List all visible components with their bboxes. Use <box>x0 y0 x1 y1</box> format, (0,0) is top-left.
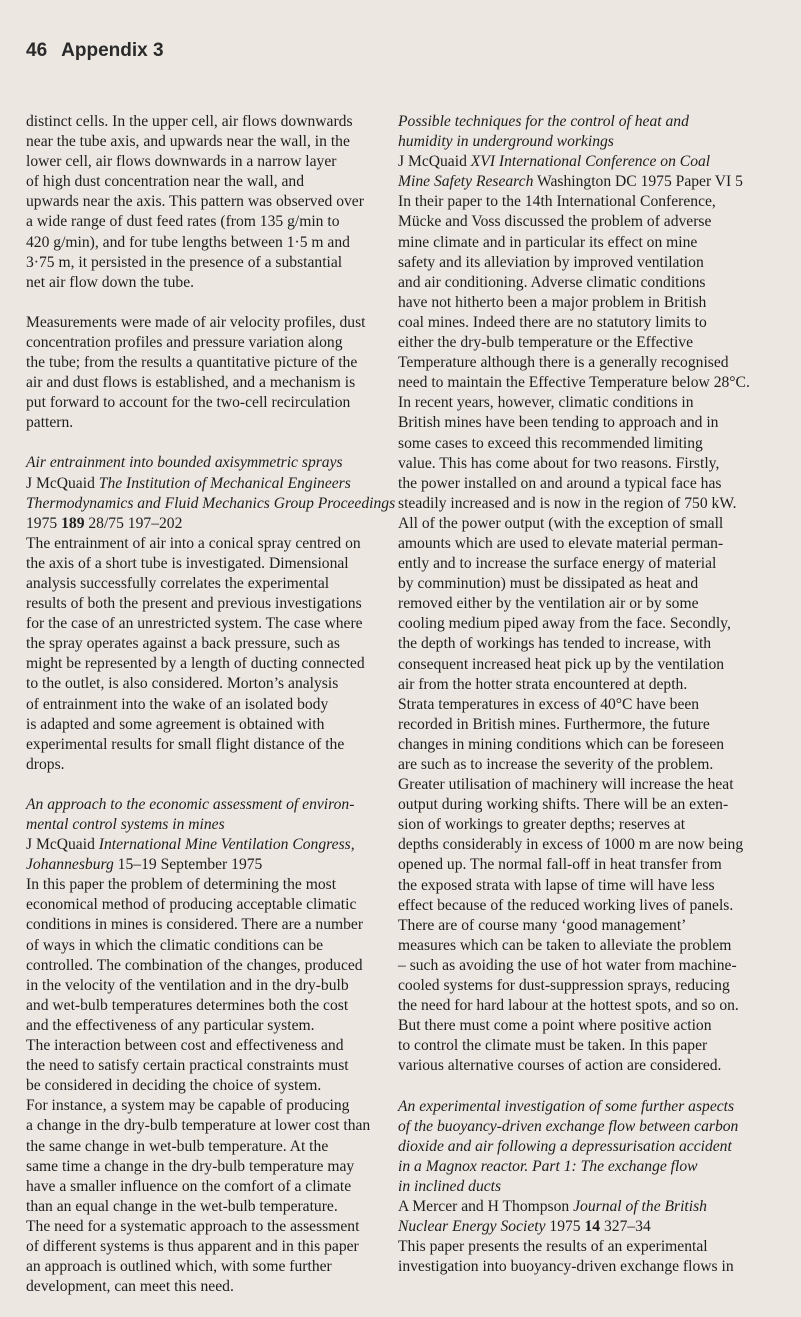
text-run: The entrainment of air into a conical spray centred on <box>26 534 361 552</box>
text-line <box>26 996 388 1016</box>
text-run: The Institution of Mechanical Engineers <box>98 474 351 492</box>
text-line <box>398 1257 776 1277</box>
text-line <box>398 1036 776 1056</box>
text-line <box>398 132 776 152</box>
text-line <box>26 1036 388 1056</box>
text-line <box>398 775 776 795</box>
text-line <box>26 1056 388 1076</box>
text-line <box>398 835 776 855</box>
text-line <box>398 815 776 835</box>
text-run: changes in mining conditions which can be foreseen <box>398 735 725 753</box>
text-run: Johannesburg <box>26 856 114 874</box>
text-line <box>26 373 388 393</box>
text-run: Washington DC 1975 Paper VI 5 <box>533 173 743 191</box>
text-line <box>398 695 776 715</box>
text-line <box>398 1137 776 1157</box>
text-run: 3·75 m, it persisted in the presence of a substantial <box>26 253 343 271</box>
text-run: humidity in underground workings <box>398 133 614 151</box>
text-run: need to maintain the Effective Temperature below 28°C. <box>398 374 750 392</box>
text-run: to control the climate must be taken. In this paper <box>398 1037 708 1055</box>
text-line <box>398 152 776 172</box>
text-run: the exposed strata with lapse of time will have less <box>398 876 715 894</box>
text-run: International Mine Ventilation Congress, <box>98 836 355 854</box>
text-run: British mines have been tending to approach and in <box>398 414 719 432</box>
text-line <box>398 293 776 313</box>
text-run: various alternative courses of action are considered. <box>398 1057 722 1075</box>
text-line <box>398 896 776 916</box>
text-run: 327–34 <box>600 1218 651 1236</box>
text-line <box>26 574 388 594</box>
text-run: pattern. <box>26 414 74 432</box>
text-line <box>26 1116 388 1136</box>
text-line <box>26 554 388 574</box>
text-line <box>398 192 776 212</box>
text-run: cooled systems for dust-suppression sprays, reducing <box>398 977 730 995</box>
text-run: removed either by the ventilation air or by some <box>398 595 699 613</box>
text-run: 1975 <box>545 1218 585 1236</box>
text-line <box>398 273 776 293</box>
text-run: and air conditioning. Adverse climatic conditions <box>398 273 706 291</box>
text-run: – such as avoiding the use of hot water from machine- <box>398 956 737 974</box>
text-run: An approach to the economic assessment of environ- <box>26 795 355 813</box>
text-run: J McQuaid <box>26 836 99 854</box>
text-run: the spray operates against a back pressure, such as <box>26 635 340 653</box>
text-run: There are of course many ‘good management’ <box>398 916 687 934</box>
text-run: steadily increased and is now in the region of 750 kW. <box>398 494 737 512</box>
text-line <box>398 474 776 494</box>
text-run: mental control systems in mines <box>26 816 225 833</box>
text-run: consequent increased heat pick up by the ventilation <box>398 655 725 673</box>
text-run: 14 <box>584 1218 601 1236</box>
text-line <box>26 956 388 976</box>
text-run: For instance, a system may be capable of producing <box>26 1097 350 1115</box>
text-run: of entrainment into the wake of an isolated body <box>26 695 329 713</box>
page-header <box>26 40 164 62</box>
text-run: the need for hard labour at the hottest spots, and so on. <box>398 997 739 1015</box>
left-column <box>26 112 396 1317</box>
text-run: 15–19 September 1975 <box>113 856 263 874</box>
text-line <box>398 353 776 373</box>
text-run: put forward to account for the two-cell recirculation <box>26 394 351 412</box>
right-column <box>398 112 776 1297</box>
text-line <box>398 494 776 514</box>
text-line <box>398 534 776 554</box>
text-run: the tube; from the results a quantitative picture of the <box>26 354 358 372</box>
text-line <box>26 313 388 333</box>
text-run: of ways in which the climatic conditions can be <box>26 936 324 954</box>
text-run: the need to satisfy certain practical constraints must <box>26 1057 349 1075</box>
text-run: net air flow down the tube. <box>26 273 195 291</box>
text-line <box>26 494 396 514</box>
text-line <box>398 413 776 433</box>
text-line <box>398 1157 776 1177</box>
text-run: This paper presents the results of an experimental <box>398 1238 708 1256</box>
text-run: Nuclear Energy Society <box>398 1218 546 1236</box>
text-line <box>26 353 388 373</box>
text-line <box>26 534 388 554</box>
text-line <box>26 1217 388 1237</box>
text-run: dioxide and air following a depressurisation accident <box>398 1137 732 1155</box>
text-run: concentration profiles and pressure variation along <box>26 333 343 351</box>
text-run: a change in the dry-bulb temperature at lower cost than <box>26 1117 371 1135</box>
text-line <box>26 634 388 654</box>
text-line <box>398 434 776 454</box>
text-line <box>398 373 776 393</box>
text-run: be considered in deciding the choice of system. <box>26 1077 322 1095</box>
text-run: A Mercer and H Thompson <box>398 1197 574 1215</box>
text-line <box>398 956 776 976</box>
bibliography-entry <box>26 795 388 1297</box>
text-run: is adapted and some agreement is obtained with <box>26 715 325 733</box>
text-run: economical method of producing acceptable climatic <box>26 896 357 914</box>
text-line <box>398 675 776 695</box>
text-line <box>26 795 388 815</box>
text-line <box>398 936 776 956</box>
text-line <box>398 996 776 1016</box>
text-line <box>398 1217 776 1237</box>
text-run: ently and to increase the surface energy of material <box>398 555 717 573</box>
text-line <box>26 1197 388 1217</box>
text-line <box>398 876 776 896</box>
text-line <box>26 192 388 212</box>
paragraph <box>26 313 388 434</box>
text-line <box>26 915 388 935</box>
text-run: results of both the present and previous investigations <box>26 595 362 613</box>
text-run: controlled. The combination of the changes, produced <box>26 956 363 974</box>
text-run: output during working shifts. There will be an exten- <box>398 796 729 814</box>
text-run: coal mines. Indeed there are no statutory limits to <box>398 313 707 331</box>
text-run: Journal of the British <box>573 1197 707 1215</box>
text-run: some cases to exceed this recommended limiting <box>398 434 703 452</box>
text-line <box>26 333 388 353</box>
text-run: cooling medium piped away from the face. Secondly, <box>398 615 731 633</box>
text-line <box>398 1056 776 1076</box>
text-line <box>26 674 388 694</box>
text-line <box>26 695 388 715</box>
text-line <box>26 233 388 253</box>
text-line <box>26 112 388 132</box>
text-run: Possible techniques for the control of heat and <box>398 113 689 130</box>
text-line <box>26 654 388 674</box>
text-line <box>398 1097 776 1117</box>
text-run: of different systems is thus apparent and in this paper <box>26 1237 359 1255</box>
text-run: have not hitherto been a major problem in British <box>398 293 707 311</box>
text-run: the depth of workings has tended to increase, with <box>398 635 712 653</box>
text-run: 28/75 197–202 <box>84 514 183 532</box>
text-line <box>26 855 388 875</box>
bibliography-entry <box>398 112 776 1077</box>
text-line <box>398 393 776 413</box>
text-run: Mine Safety Research <box>398 173 534 191</box>
text-run: drops. <box>26 755 65 773</box>
text-line <box>398 514 776 534</box>
text-line <box>398 916 776 936</box>
text-line <box>26 413 388 433</box>
text-run: conditions in mines is considered. There are a number <box>26 916 364 934</box>
text-run: 1975 <box>26 514 62 532</box>
text-run: lower cell, air flows downwards in a narrow layer <box>26 153 337 171</box>
text-line <box>26 514 388 534</box>
text-line <box>398 634 776 654</box>
text-run: are such as to increase the severity of the problem. <box>398 756 714 773</box>
section-title: Appendix 3 <box>61 40 164 61</box>
text-run: of high dust concentration near the wall, and <box>26 173 304 191</box>
text-run: in a Magnox reactor. Part 1: The exchange flow <box>398 1157 698 1175</box>
text-line <box>26 875 388 895</box>
text-run: depths considerably in excess of 1000 m are now being <box>398 836 744 854</box>
text-line <box>398 112 776 132</box>
text-line <box>398 554 776 574</box>
text-run: measures which can be taken to alleviate the problem <box>398 936 732 954</box>
text-line <box>26 132 388 152</box>
text-run: analysis successfully correlates the experimental <box>26 574 330 592</box>
text-run: Measurements were made of air velocity profiles, dust <box>26 313 366 331</box>
text-run: In recent years, however, climatic conditions in <box>398 394 694 412</box>
text-line <box>398 333 776 353</box>
paragraph <box>26 112 388 293</box>
text-run: Mücke and Voss discussed the problem of adverse <box>398 213 712 231</box>
text-line <box>398 594 776 614</box>
text-run: the same change in wet-bulb temperature. At the <box>26 1137 329 1155</box>
text-run: an approach is outlined which, with some further <box>26 1258 332 1276</box>
text-line <box>26 1076 388 1096</box>
text-run: mine climate and in particular its effect on mine <box>398 233 698 251</box>
text-line <box>26 1157 388 1177</box>
bibliography-entry <box>398 1097 776 1278</box>
text-line <box>26 815 388 835</box>
text-line <box>26 1237 388 1257</box>
text-line <box>26 755 388 775</box>
page-number: 46 <box>26 40 48 61</box>
text-line <box>398 1237 776 1257</box>
text-run: 189 <box>61 514 85 532</box>
text-run: for the case of an unrestricted system. The case where <box>26 615 363 633</box>
text-run: either the dry-bulb temperature or the Effective <box>398 334 693 352</box>
text-line <box>26 253 388 273</box>
text-line <box>26 895 388 915</box>
text-run: same time a change in the dry-bulb temperature may <box>26 1157 355 1175</box>
text-run: In this paper the problem of determining the most <box>26 876 337 894</box>
text-run: air from the hotter strata encountered at depth. <box>398 675 688 693</box>
text-line <box>26 614 388 634</box>
text-run: J McQuaid <box>398 153 471 171</box>
text-run: 420 g/min), and for tube lengths between 1·5 m and <box>26 233 350 251</box>
text-line <box>398 735 776 755</box>
text-line <box>26 1137 388 1157</box>
text-run: Thermodynamics and Fluid Mechanics Group Proceedings <box>26 494 396 512</box>
text-line <box>398 855 776 875</box>
text-line <box>26 594 388 614</box>
text-run: Greater utilisation of machinery will increase the heat <box>398 776 734 794</box>
text-line <box>26 1096 388 1116</box>
bibliography-entry <box>26 453 396 775</box>
text-line <box>26 835 388 855</box>
text-run: Air entrainment into bounded axisymmetric sprays <box>26 454 343 472</box>
text-run: But there must come a point where positive action <box>398 1017 712 1035</box>
text-run: might be represented by a length of ducting connected <box>26 655 365 673</box>
text-run: All of the power output (with the exception of small <box>398 514 724 532</box>
text-line <box>398 172 776 192</box>
text-line <box>26 976 388 996</box>
text-line <box>26 1277 388 1297</box>
text-run: upwards near the axis. This pattern was observed over <box>26 193 364 211</box>
text-line <box>26 273 388 293</box>
text-run: J McQuaid <box>26 474 99 492</box>
text-run: An experimental investigation of some further aspects <box>398 1097 735 1115</box>
text-line <box>26 1016 388 1036</box>
text-line <box>398 454 776 474</box>
text-run: and the effectiveness of any particular system. <box>26 1016 315 1034</box>
text-line <box>398 574 776 594</box>
text-run: near the tube axis, and upwards near the wall, in the <box>26 133 350 151</box>
text-line <box>398 715 776 735</box>
text-line <box>398 253 776 273</box>
text-line <box>398 755 776 775</box>
text-line <box>26 474 388 494</box>
text-line <box>398 1016 776 1036</box>
text-line <box>398 313 776 333</box>
text-line <box>398 795 776 815</box>
text-run: recorded in British mines. Furthermore, the future <box>398 715 710 733</box>
text-run: the axis of a short tube is investigated. Dimensional <box>26 554 349 572</box>
text-line <box>398 1117 776 1137</box>
text-run: Temperature although there is a generally recognised <box>398 354 729 372</box>
text-run: distinct cells. In the upper cell, air flows downwards <box>26 113 353 130</box>
text-run: effect because of the reduced working lives of panels. <box>398 896 734 914</box>
text-line <box>26 172 388 192</box>
text-line <box>398 976 776 996</box>
text-run: in inclined ducts <box>398 1177 502 1195</box>
text-run: safety and its alleviation by improved ventilation <box>398 253 704 271</box>
text-line <box>26 212 388 232</box>
text-run: than an equal change in the wet-bulb temperature. <box>26 1197 338 1215</box>
text-line <box>398 1197 776 1217</box>
text-run: air and dust flows is established, and a mechanism is <box>26 374 356 392</box>
text-run: The interaction between cost and effectiveness and <box>26 1037 344 1055</box>
text-run: opened up. The normal fall-off in heat transfer from <box>398 856 722 874</box>
text-run: XVI International Conference on Coal <box>470 153 711 171</box>
text-line <box>26 393 388 413</box>
text-run: to the outlet, is also considered. Morton’s analysis <box>26 675 339 693</box>
text-run: sion of workings to greater depths; reserves at <box>398 816 686 834</box>
text-run: the power installed on and around a typical face has <box>398 474 722 492</box>
text-line <box>26 735 388 755</box>
text-run: in the velocity of the ventilation and in the dry-bulb <box>26 976 349 994</box>
text-run: Strata temperatures in excess of 40°C have been <box>398 695 700 713</box>
text-run: experimental results for small flight distance of the <box>26 735 345 753</box>
text-run: investigation into buoyancy-driven exchange flows in <box>398 1258 734 1276</box>
text-run: a wide range of dust feed rates (from 135 g/min to <box>26 213 340 231</box>
text-run: In their paper to the 14th International Conference, <box>398 193 716 211</box>
text-run: value. This has come about for two reasons. Firstly, <box>398 454 720 472</box>
text-run: The need for a systematic approach to the assessment <box>26 1217 360 1235</box>
text-line <box>398 655 776 675</box>
text-line <box>398 614 776 634</box>
text-line <box>398 212 776 232</box>
text-line <box>26 936 388 956</box>
text-run: development, can meet this need. <box>26 1278 234 1296</box>
text-run: of the buoyancy-driven exchange flow between carbon <box>398 1117 739 1135</box>
text-line <box>26 715 388 735</box>
text-line <box>26 1257 388 1277</box>
text-run: amounts which are used to elevate material perman- <box>398 534 724 552</box>
text-line <box>398 233 776 253</box>
text-run: have a smaller influence on the comfort of a climate <box>26 1177 352 1195</box>
text-line <box>26 152 388 172</box>
text-run: by comminution) must be dissipated as heat and <box>398 575 699 593</box>
text-line <box>26 453 388 473</box>
text-run: and wet-bulb temperatures determines both the cost <box>26 996 349 1014</box>
